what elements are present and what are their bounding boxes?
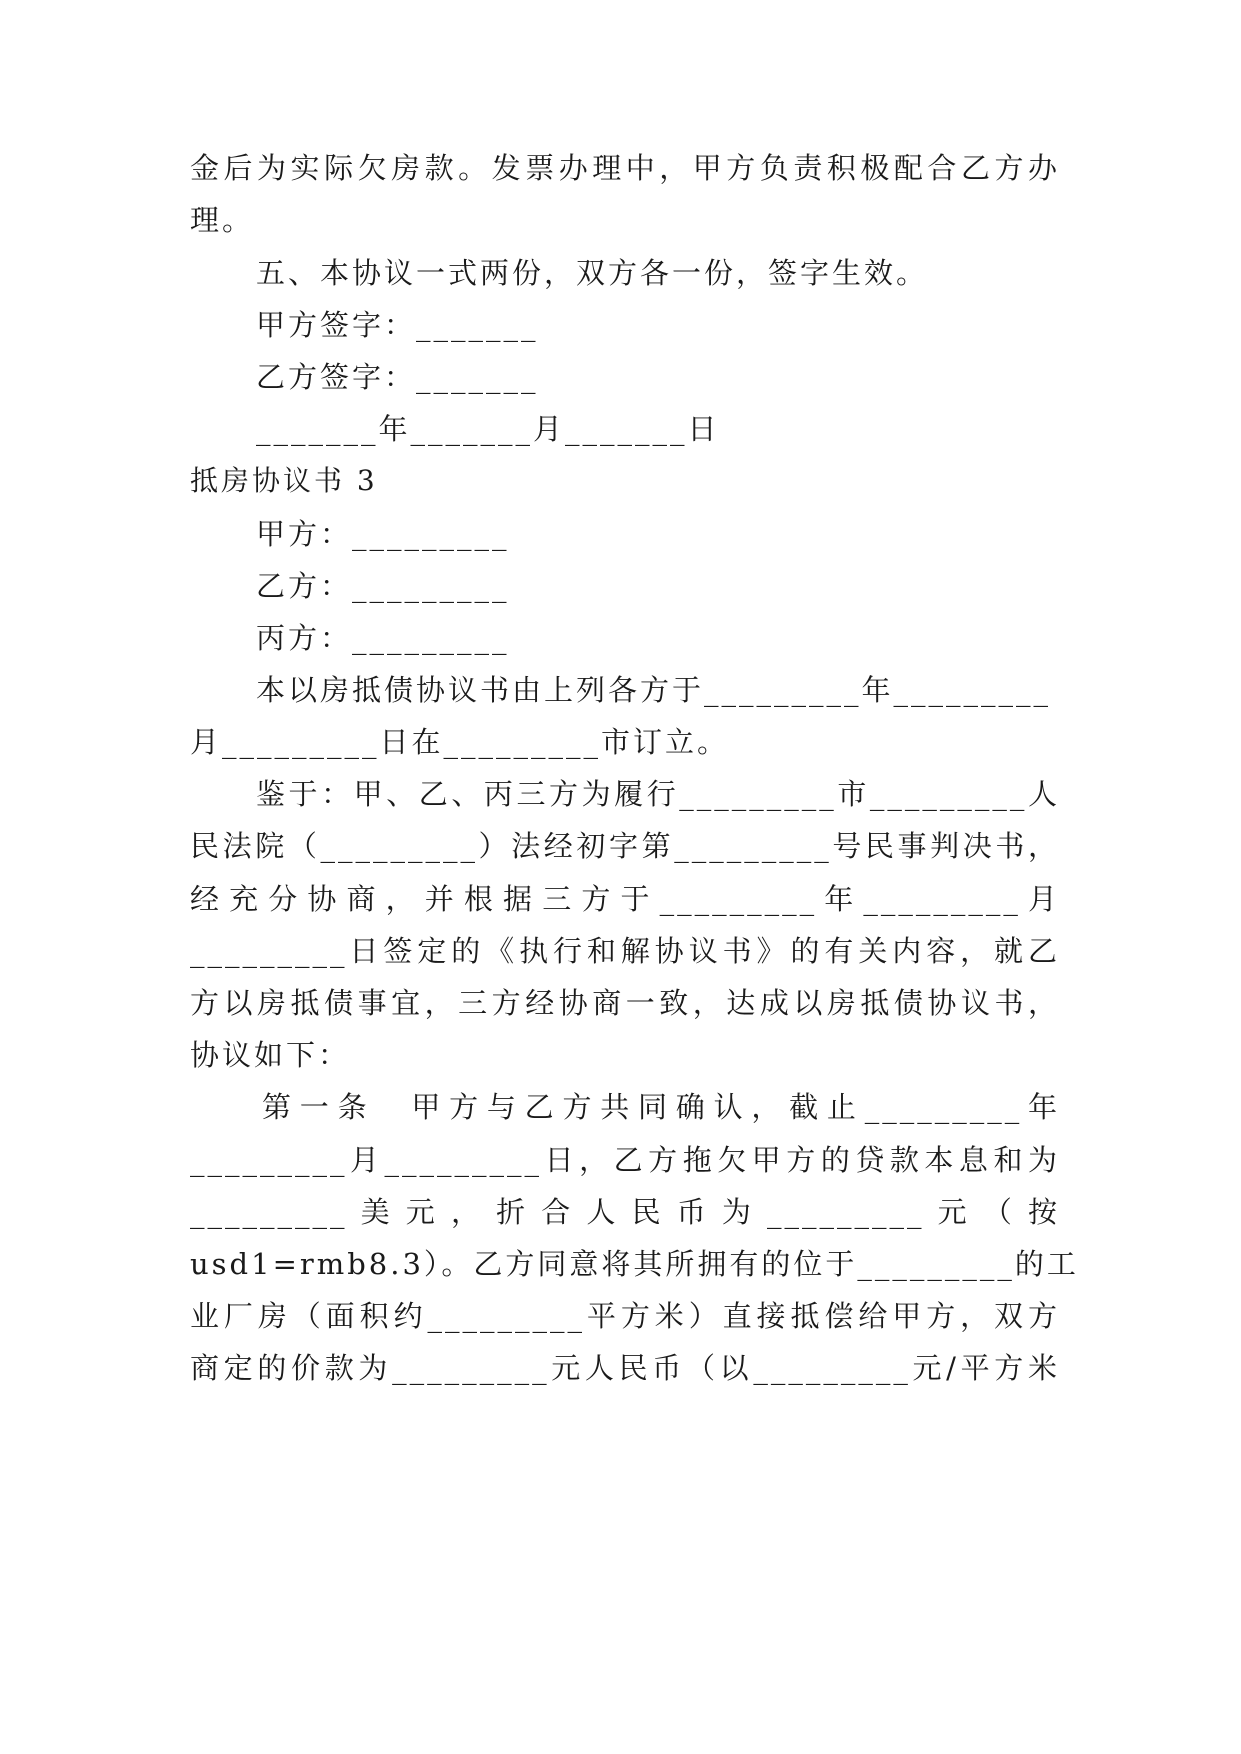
- section-title: 抵房协议书 3: [190, 464, 378, 497]
- clause-five: 五、本协议一式两份，双方各一份，签字生效。: [256, 256, 929, 290]
- paragraph-line: 本以房抵债协议书由上列各方于_________年_________: [256, 673, 1052, 707]
- article-one-line: 第一条 甲方与乙方共同确认，截止_________年: [262, 1090, 1060, 1124]
- paragraph-line: 方以房抵债事宜，三方经协商一致，达成以房抵债协议书，: [190, 986, 1060, 1020]
- party-b-signature-line: 乙方签字：_______: [256, 360, 539, 394]
- paragraph-line: 理。: [190, 203, 255, 237]
- paragraph-line: 鉴于：甲、乙、丙三方为履行_________市_________人: [256, 777, 1060, 811]
- paragraph-line: 经充分协商，并根据三方于_________年_________月: [190, 882, 1060, 916]
- paragraph-line: usd1=rmb8.3）。乙方同意将其所拥有的位于_________的工: [190, 1247, 1079, 1281]
- date-line: _______年_______月_______日: [256, 412, 720, 446]
- party-a-line: 甲方：_________: [256, 517, 510, 551]
- party-a-signature-line: 甲方签字：_______: [256, 308, 539, 342]
- party-c-line: 丙方：_________: [256, 621, 510, 655]
- paragraph-line: 金后为实际欠房款。发票办理中，甲方负责积极配合乙方办: [190, 151, 1060, 185]
- party-b-line: 乙方：_________: [256, 569, 510, 603]
- paragraph-line: 商定的价款为_________元人民币（以_________元/平方米: [190, 1351, 1060, 1385]
- paragraph-line: 协议如下：: [190, 1038, 351, 1072]
- paragraph-line: _________美元，折合人民币为_________元（按: [190, 1195, 1060, 1229]
- paragraph-line: 月_________日在_________市订立。: [190, 725, 730, 759]
- paragraph-line: 民法院（_________）法经初字第_________号民事判决书，: [190, 829, 1060, 863]
- paragraph-line: _________日签定的《执行和解协议书》的有关内容，就乙: [190, 934, 1060, 968]
- paragraph-line: _________月_________日，乙方拖欠甲方的贷款本息和为: [190, 1143, 1060, 1177]
- paragraph-line: 业厂房（面积约_________平方米）直接抵偿给甲方，双方: [190, 1299, 1060, 1333]
